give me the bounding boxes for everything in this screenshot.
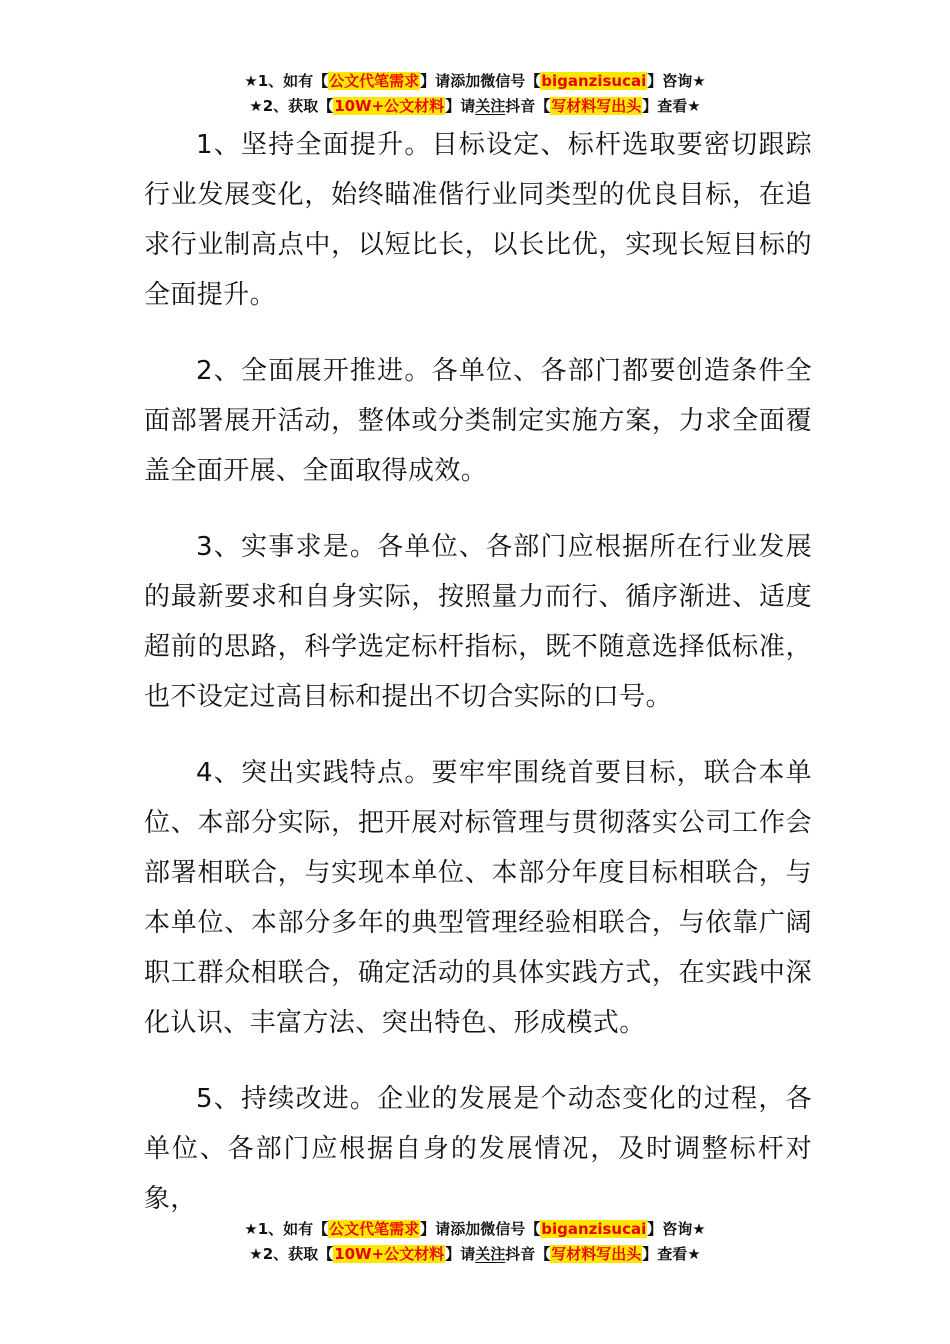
banner-text: 】请	[445, 97, 476, 115]
banner-text: ★1、如有【	[244, 1220, 329, 1238]
banner-text: 】查看★	[642, 1245, 701, 1263]
highlight-wechat-id: biganzisucai	[541, 1220, 647, 1238]
banner-text: 微信号【	[480, 1220, 541, 1238]
banner-emphasis: 关注	[475, 1245, 506, 1263]
highlight-service: 公文代笔需求	[329, 1220, 420, 1238]
paragraph-1: 1、坚持全面提升。目标设定、标杆选取要密切跟踪行业发展变化，始终瞄准偕行业同类型的优良目标，在追求行业制高点中，以短比长，以长比优，实现长短目标的全面提升。	[144, 130, 812, 310]
banner-text: 】咨询★	[647, 72, 706, 90]
banner-text: ★2、获取【	[249, 1245, 334, 1263]
highlight-douyin-account: 写材料写出头	[551, 97, 642, 115]
banner-text: 】请	[420, 72, 451, 90]
paragraph-2: 2、全面展开推进。各单位、各部门都要创造条件全面部署展开活动，整体或分类制定实施方案，力求全面覆盖全面开展、全面取得成效。	[144, 356, 812, 486]
highlight-materials: 10W+公文材料	[334, 97, 445, 115]
header-banner	[0, 69, 950, 119]
banner-emphasis: 关注	[475, 97, 506, 115]
highlight-wechat-id: biganzisucai	[541, 72, 647, 90]
banner-line-2	[0, 1242, 950, 1267]
highlight-service: 公文代笔需求	[329, 72, 420, 90]
document-body	[144, 120, 812, 1250]
paragraph-4: 4、突出实践特点。要牢牢围绕首要目标，联合本单位、本部分实际，把开展对标管理与贯彻落实公司工作会部署相联合，与实现本单位、本部分年度目标相联合，与本单位、本部分多年的典型管理经验相联合，与依靠广阔职工群众相联合，确定活动的具体实践方式，在实践中深化认识、丰富方法、突出特色、形成模式。	[144, 758, 812, 1038]
banner-text: ★1、如有【	[244, 72, 329, 90]
banner-text: ★2、获取【	[249, 97, 334, 115]
paragraph-5: 5、持续改进。企业的发展是个动态变化的过程，各单位、各部门应根据自身的发展情况，及时调整标杆对象，	[144, 1084, 812, 1214]
banner-line-1	[0, 69, 950, 94]
banner-text: 抖音【	[505, 97, 551, 115]
banner-emphasis: 添加	[450, 1220, 481, 1238]
paragraph-3: 3、实事求是。各单位、各部门应根据所在行业发展的最新要求和自身实际，按照量力而行、循序渐进、适度超前的思路，科学选定标杆指标，既不随意选择低标准，也不设定过高目标和提出不切合实际的口号。	[144, 532, 812, 712]
banner-line-2	[0, 94, 950, 119]
banner-text: 抖音【	[505, 1245, 551, 1263]
banner-line-1	[0, 1217, 950, 1242]
banner-text: 】咨询★	[647, 1220, 706, 1238]
banner-text: 微信号【	[480, 72, 541, 90]
banner-text: 】查看★	[642, 97, 701, 115]
footer-banner	[0, 1217, 950, 1267]
banner-text: 】请	[445, 1245, 476, 1263]
banner-text: 】请	[420, 1220, 451, 1238]
highlight-douyin-account: 写材料写出头	[551, 1245, 642, 1263]
banner-emphasis: 添加	[450, 72, 481, 90]
highlight-materials: 10W+公文材料	[334, 1245, 445, 1263]
